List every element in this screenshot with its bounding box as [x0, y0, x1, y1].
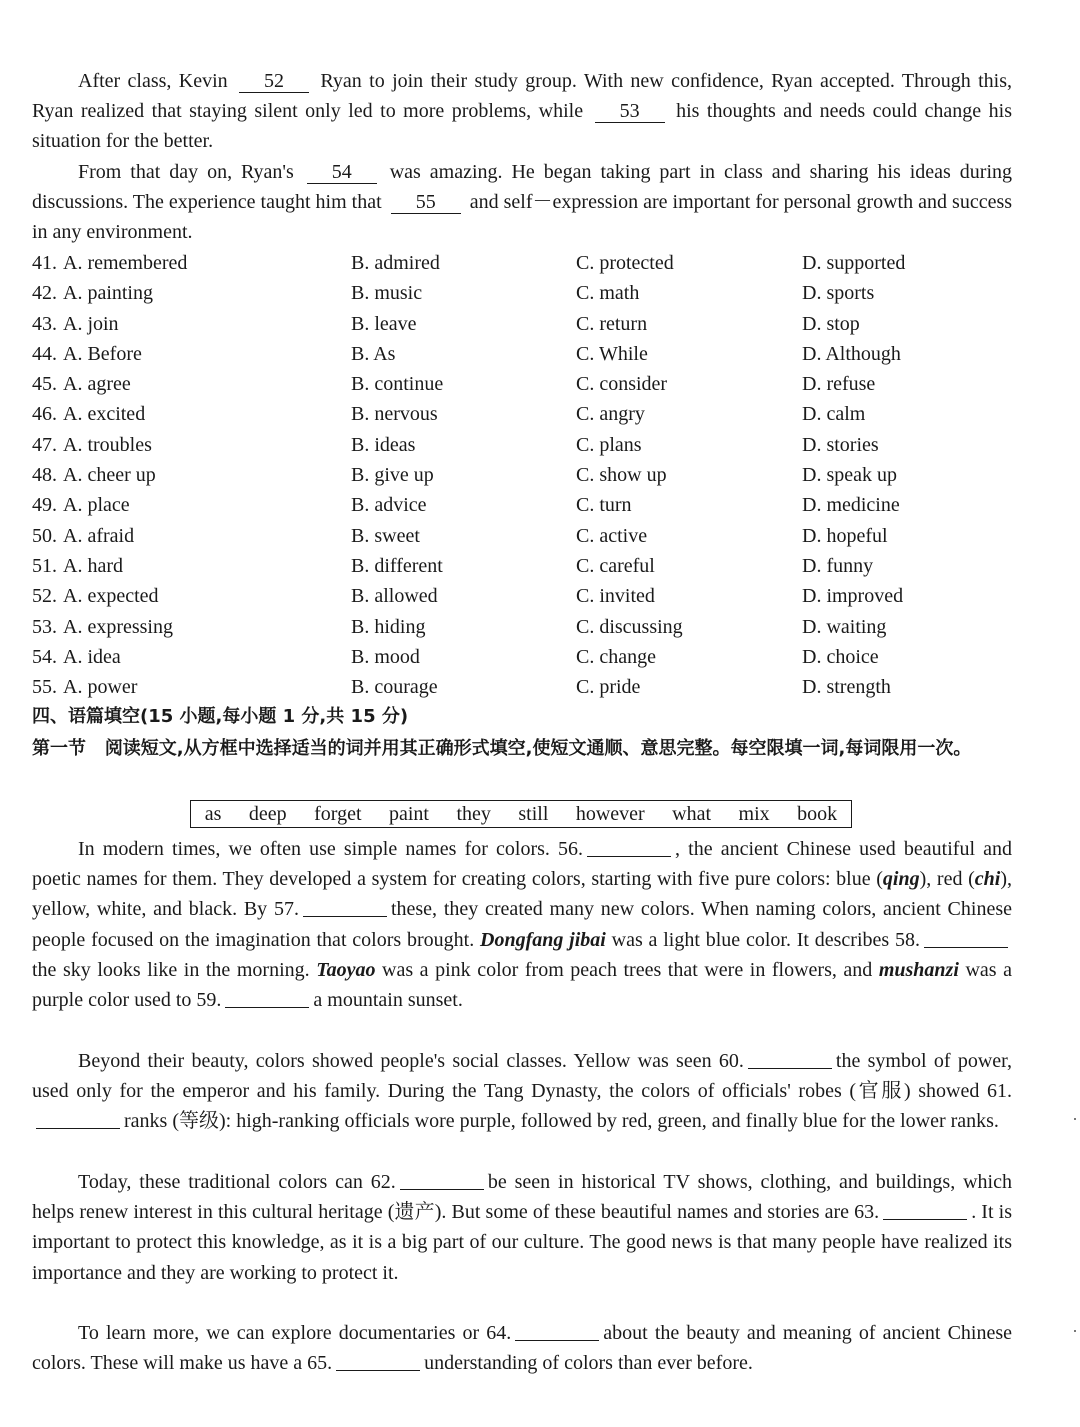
text: ranks (等级): high-ranking officials wore purple, followed by red, green, and finally blue for the lower ranks.	[124, 1110, 999, 1133]
option-c3: D. improved	[802, 585, 904, 608]
passage2-paragraph-2	[32, 1046, 1012, 1137]
option-c2: C. turn	[576, 494, 632, 517]
fill-blank	[924, 927, 1008, 948]
option-a	[32, 521, 134, 551]
option-a	[32, 581, 159, 611]
option-text: A. troubles	[63, 433, 152, 456]
italic-term: chi	[974, 868, 1001, 891]
section-title: 四、语篇填空(15 小题,每小题 1 分,共 15 分)	[32, 706, 409, 727]
option-c2: C. math	[576, 282, 640, 305]
text: was amazing. He began taking part in class and sharing his ideas during discussions. The experience taught him that	[32, 161, 1013, 214]
answer-blank-55: 55	[391, 191, 461, 214]
option-c1: B. nervous	[351, 403, 438, 426]
word-box-item: forget	[314, 802, 362, 825]
option-row	[32, 339, 1032, 369]
option-text: A. power	[63, 676, 138, 699]
option-c3: D. waiting	[802, 615, 887, 638]
answer-blank-52: 52	[239, 70, 309, 93]
option-c1: B. different	[351, 554, 443, 577]
text: these, they created many new colors. When naming colors, ancient Chinese people focused on the imagination that colors brought.	[32, 898, 1012, 951]
scan-speck	[1074, 1330, 1076, 1332]
option-c1: B. ideas	[351, 433, 416, 456]
option-c1: B. allowed	[351, 585, 438, 608]
answer-blank-54: 54	[307, 161, 377, 184]
option-c1: B. hiding	[351, 615, 426, 638]
option-c2: C. careful	[576, 554, 655, 577]
option-row	[32, 612, 1032, 642]
italic-term: mushanzi	[878, 958, 959, 981]
option-c1: B. continue	[351, 373, 444, 396]
option-text: A. painting	[63, 282, 153, 305]
option-c3: D. sports	[802, 282, 875, 305]
word-box-item: mix	[738, 802, 770, 825]
section1-instructions-block	[32, 733, 1012, 764]
option-text: A. remembered	[63, 252, 188, 274]
text: ), yellow, white, and black. By 57.	[32, 868, 1012, 921]
text: about the beauty and meaning of ancient Chinese colors. These will make us have a 65.	[32, 1322, 1012, 1375]
word-box	[190, 800, 852, 828]
option-row	[32, 642, 1032, 672]
text: ), red (	[919, 868, 975, 891]
option-c2: C. discussing	[576, 615, 683, 638]
scan-speck	[1074, 1118, 1076, 1120]
text: was a light blue color. It describes 58.	[605, 928, 920, 951]
option-text: A. hard	[63, 554, 123, 577]
option-c2: C. invited	[576, 585, 655, 608]
passage2-paragraph-4	[32, 1318, 1012, 1378]
passage2-paragraph-1	[32, 834, 1012, 1015]
section1-label: 第一节	[32, 738, 86, 759]
option-c2: C. consider	[576, 373, 668, 396]
option-a	[32, 460, 156, 490]
option-c1: B. give up	[351, 464, 434, 487]
option-row	[32, 430, 1032, 460]
text: the symbol of power, used only for the emperor and his family. During the Tang Dynasty, the colors of officials' robes (官服) showed 61.	[32, 1050, 1012, 1103]
option-text: A. idea	[63, 645, 121, 668]
question-number: 46.	[32, 403, 57, 426]
option-a	[32, 672, 137, 702]
option-a	[32, 551, 123, 581]
passage-paragraph-1	[32, 66, 1012, 157]
option-row	[32, 490, 1032, 520]
fill-blank	[515, 1320, 599, 1341]
option-text: A. join	[63, 312, 119, 335]
option-text: A. agree	[63, 373, 131, 396]
italic-term: Taoyao	[316, 958, 376, 981]
option-c2: C. angry	[576, 403, 645, 426]
option-row	[32, 309, 1032, 339]
option-c2: C. pride	[576, 676, 641, 699]
option-text: A. excited	[63, 403, 146, 426]
option-c3: D. stories	[802, 433, 879, 456]
text: . It is important to protect this knowledge, as it is a big part of our culture. The good news is that many people have realized its importance and they are working to protect it.	[32, 1201, 1012, 1284]
option-text: A. afraid	[63, 524, 135, 547]
word-box-item: deep	[248, 802, 287, 825]
option-c3: D. Although	[802, 342, 901, 365]
text: understanding of colors than ever before.	[424, 1352, 753, 1375]
option-row	[32, 399, 1032, 429]
question-number: 49.	[32, 494, 57, 517]
text: his thoughts and needs could change his situation for the better.	[32, 100, 1012, 153]
fill-blank	[883, 1199, 967, 1220]
option-c2: C. return	[576, 312, 648, 335]
fill-blank	[400, 1169, 484, 1190]
option-c1: B. mood	[351, 645, 420, 668]
question-number: 48.	[32, 464, 57, 487]
option-a	[32, 612, 173, 642]
option-c3: D. medicine	[802, 494, 900, 517]
option-c3: D. speak up	[802, 464, 897, 487]
word-box-item: they	[456, 802, 491, 825]
option-c2: C. While	[576, 342, 648, 365]
text: Beyond their beauty, colors showed people's social classes. Yellow was seen 60.	[78, 1050, 744, 1072]
option-c1: B. courage	[351, 676, 438, 699]
word-box-item: what	[672, 802, 712, 825]
word-box-item: still	[518, 802, 549, 825]
option-text: A. Before	[63, 342, 142, 365]
option-a	[32, 490, 130, 520]
option-c2: C. change	[576, 645, 656, 668]
option-c3: D. refuse	[802, 373, 876, 396]
fill-blank	[587, 836, 671, 857]
text: the sky looks like in the morning.	[32, 958, 317, 981]
option-a	[32, 642, 121, 672]
option-c3: D. calm	[802, 403, 866, 426]
option-c2: C. active	[576, 524, 648, 547]
fill-blank	[336, 1350, 420, 1371]
answer-blank-53: 53	[595, 100, 665, 123]
option-c1: B. music	[351, 282, 423, 305]
fill-blank	[225, 987, 309, 1008]
option-c3: D. funny	[802, 554, 874, 577]
italic-term: qing	[882, 868, 920, 891]
option-a	[32, 309, 119, 339]
option-c1: B. As	[351, 342, 396, 365]
question-number: 44.	[32, 342, 57, 365]
question-number: 54.	[32, 645, 57, 668]
question-number: 42.	[32, 282, 57, 305]
text: a mountain sunset.	[313, 989, 463, 1012]
text: In modern times, we often use simple names for colors. 56.	[78, 838, 584, 860]
option-row	[32, 521, 1032, 551]
text: was a pink color from peach trees that were in flowers, and	[375, 958, 879, 981]
passage2-paragraph-3	[32, 1167, 1012, 1288]
option-c2: C. protected	[576, 252, 674, 274]
option-c3: D. hopeful	[802, 524, 888, 547]
option-text: A. expected	[63, 585, 159, 608]
option-c1: B. admired	[351, 252, 440, 274]
fill-blank	[748, 1048, 832, 1069]
option-c3: D. choice	[802, 645, 879, 668]
answer-options-list	[32, 248, 1032, 702]
option-a	[32, 248, 187, 278]
option-c2: C. show up	[576, 464, 667, 487]
question-number: 43.	[32, 312, 57, 335]
word-box-item: paint	[388, 802, 429, 825]
option-row	[32, 581, 1032, 611]
option-row	[32, 248, 1032, 278]
option-row	[32, 460, 1032, 490]
option-text: A. expressing	[63, 615, 173, 638]
italic-term: Dongfang jibai	[480, 928, 606, 951]
word-box-item: however	[575, 802, 645, 825]
text: To learn more, we can explore documentaries or 64.	[78, 1322, 512, 1344]
text: From that day on, Ryan's	[78, 161, 294, 183]
text: , the ancient Chinese used beautiful and poetic names for them. They developed a system for creating colors, starting with five pure colors: blue (	[32, 838, 1013, 891]
text: Today, these traditional colors can 62.	[78, 1171, 396, 1193]
question-number: 51.	[32, 554, 57, 577]
fill-blank	[36, 1108, 120, 1129]
text: Ryan to join their study group. With new confidence, Ryan accepted. Through this, Ryan realized that staying silent only led to more problems, while	[32, 70, 1013, 123]
question-number: 53.	[32, 615, 57, 638]
option-a	[32, 339, 142, 369]
option-c3: D. strength	[802, 676, 891, 699]
option-text: A. cheer up	[63, 464, 156, 487]
option-c3: D. stop	[802, 312, 860, 335]
text: and self－expression are important for personal growth and success in any environment.	[32, 191, 1013, 244]
option-c1: B. sweet	[351, 524, 420, 547]
section1-instructions: 阅读短文,从方框中选择适当的词并用其正确形式填空,使短文通顺、意思完整。每空限填一词,每词限用一次。	[104, 738, 972, 759]
word-box-item: as	[204, 802, 222, 825]
text: After class, Kevin	[78, 70, 228, 92]
option-c2: C. plans	[576, 433, 642, 456]
option-row	[32, 369, 1032, 399]
question-number: 55.	[32, 676, 57, 699]
option-c1: B. advice	[351, 494, 427, 517]
question-number: 47.	[32, 433, 57, 456]
text: be seen in historical TV shows, clothing, and buildings, which helps renew interest in this cultural heritage (遗产). But some of these beautiful names and stories are 63.	[32, 1171, 1012, 1224]
option-c1: B. leave	[351, 312, 417, 335]
option-text: A. place	[63, 494, 130, 517]
fill-blank	[303, 896, 387, 917]
option-row	[32, 551, 1032, 581]
option-a	[32, 430, 152, 460]
text: was a purple color used to 59.	[32, 958, 1012, 1012]
passage-paragraph-2	[32, 157, 1012, 248]
question-number: 50.	[32, 524, 57, 547]
option-c3: D. supported	[802, 252, 906, 274]
word-box-item: book	[797, 802, 838, 825]
question-number: 41.	[32, 252, 57, 274]
question-number: 45.	[32, 373, 57, 396]
option-a	[32, 369, 131, 399]
question-number: 52.	[32, 585, 57, 608]
option-a	[32, 399, 145, 429]
option-a	[32, 278, 153, 308]
option-row	[32, 672, 1032, 702]
option-row	[32, 278, 1032, 308]
